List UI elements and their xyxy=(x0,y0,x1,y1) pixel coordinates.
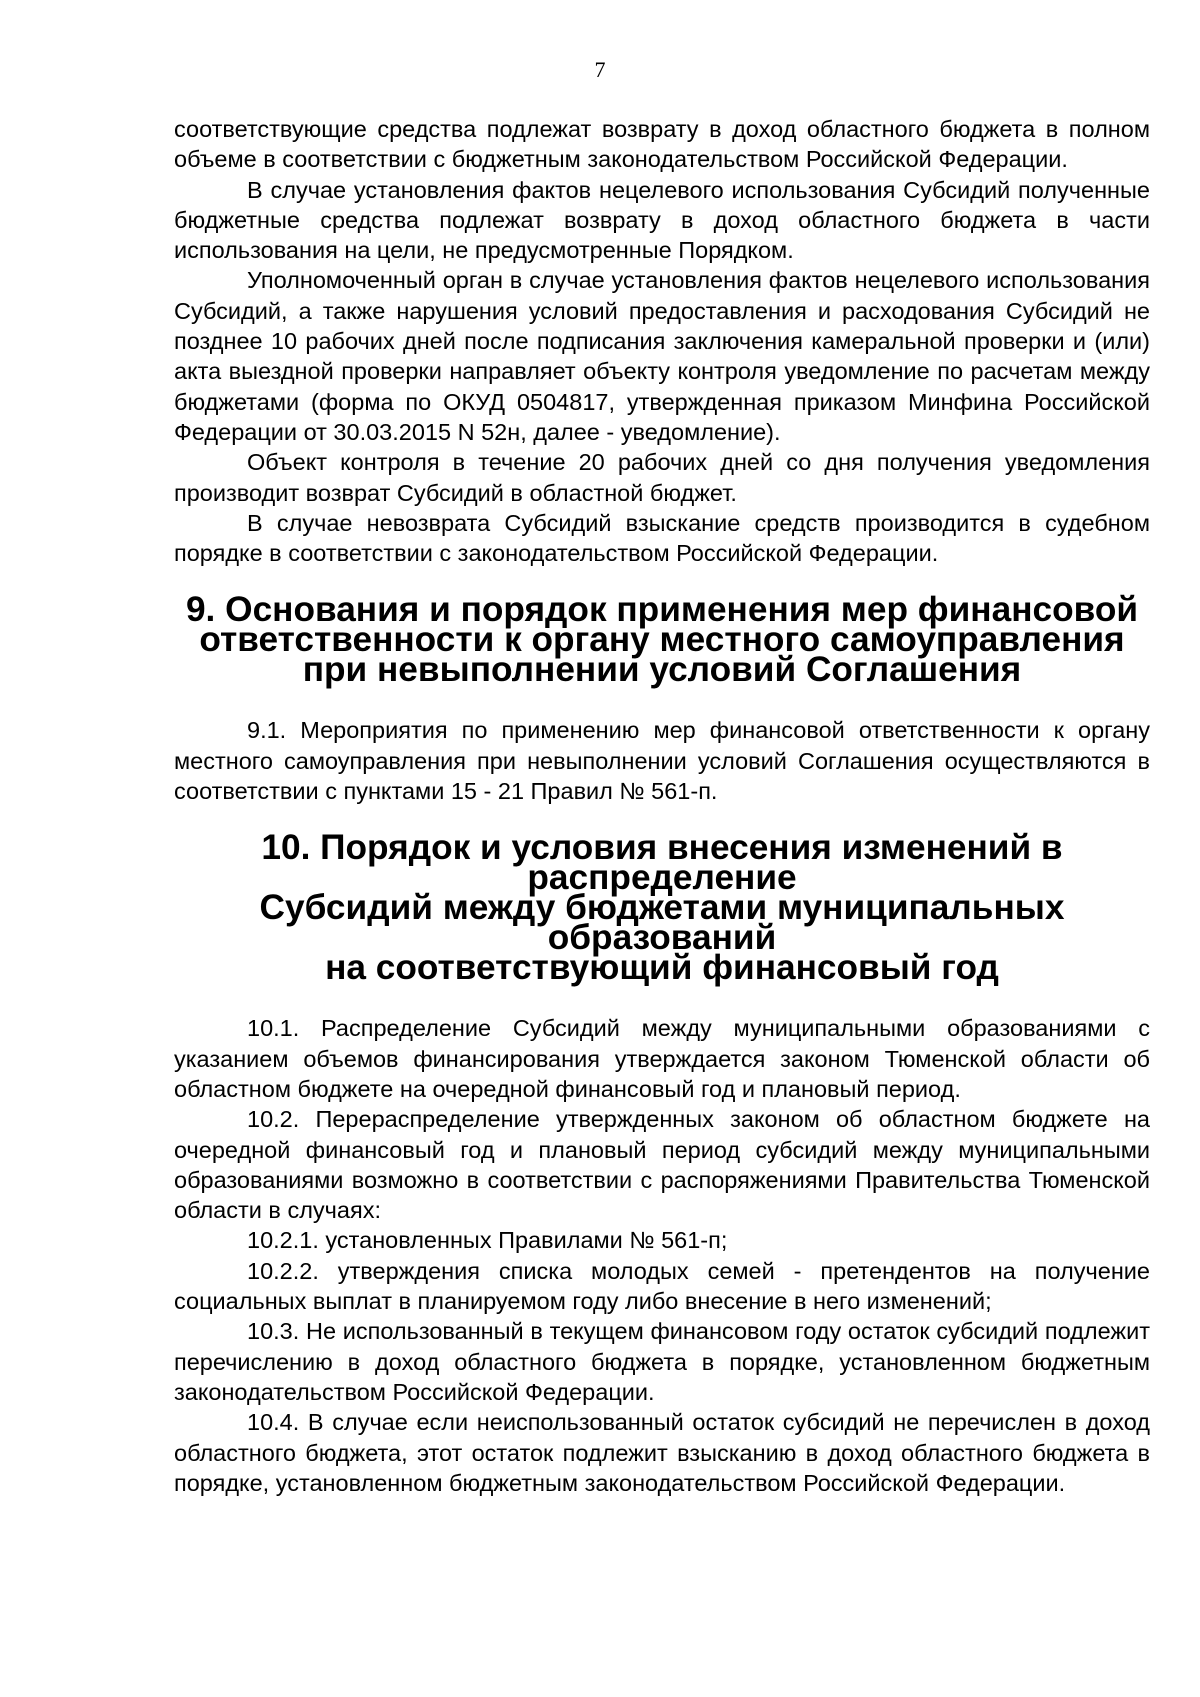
document-body xyxy=(174,114,1150,1498)
paragraph: В случае невозврата Субсидий взыскание средств производится в судебном порядке в соответствии с законодательством Российской Федерации. xyxy=(174,509,1150,567)
paragraph: Объект контроля в течение 20 рабочих дней со дня получения уведомления производит возврат Субсидий в областной бюджет. xyxy=(174,449,1150,506)
paragraph: 10.3. Не использованный в текущем финансовом году остаток субсидий подлежит перечислению в доход областного бюджета в порядке, установленном бюджетным законодательством Российской Федерации. xyxy=(174,1318,1150,1405)
heading-line: 9. Основания и порядок применения мер финансовой xyxy=(185,590,1139,630)
heading-line: Субсидий между бюджетами муниципальных образований xyxy=(259,888,1065,958)
paragraph: Уполномоченный орган в случае установления фактов нецелевого использования Субсидий, а также нарушения условий предоставления и расходования Субсидий не позднее 10 рабочих дней после подписания заключения камеральной проверки и (или) акта выездной проверки направляет объекту контроля уведомление по расчетам между бюджетами (форма по ОКУД 0504817, утвержденная приказом Минфина Российской Федерации от 30.03.2015 N 52н, далее - уведомление). xyxy=(174,267,1150,445)
paragraph: 10.2.1. установленных Правилами № 561-п; xyxy=(247,1227,728,1254)
paragraph: 10.2.2. утверждения списка молодых семей - претендентов на получение социальных выплат в планируемом году либо внесение в него изменений; xyxy=(174,1257,1150,1315)
paragraph: 10.4. В случае если неиспользованный остаток субсидий не перечислен в доход областного бюджета, этот остаток подлежит взысканию в доход областного бюджета в порядке, установленном бюджетным законодательством Российской Федерации. xyxy=(174,1409,1150,1496)
paragraph: 10.2. Перераспределение утвержденных законом об областном бюджете на очередной финансовый год и плановый период субсидий между муниципальными образованиями возможно в соответствии с распоряжениями Правительства Тюменской области в случаях: xyxy=(174,1106,1150,1224)
paragraph: 9.1. Мероприятия по применению мер финансовой ответственности к органу местного самоуправления при невыполнении условий Соглашения осуществляются в соответствии с пунктами 15 - 21 Правил № 561-п. xyxy=(174,717,1150,805)
heading-line: 10. Порядок и условия внесения изменений в распределение xyxy=(261,828,1063,898)
heading-line: при невыполнении условий Соглашения xyxy=(302,650,1022,690)
section-10-heading xyxy=(174,828,1150,988)
paragraph: соответствующие средства подлежат возврату в доход областного бюджета в полном объеме в соответствии с бюджетным законодательством Российской Федерации. xyxy=(174,116,1150,173)
page-number: 7 xyxy=(594,57,606,82)
heading-line: на соответствующий финансовый год xyxy=(325,948,999,988)
section-9-heading xyxy=(174,590,1150,690)
paragraph: В случае установления фактов нецелевого использования Субсидий полученные бюджетные средства подлежат возврату в доход областного бюджета в части использования на цели, не предусмотренные Порядком. xyxy=(174,176,1150,264)
paragraph: 10.1. Распределение Субсидий между муниципальными образованиями с указанием объемов финансирования утверждается законом Тюменской области об областном бюджете на очередной финансовый год и плановый период. xyxy=(174,1015,1150,1102)
heading-line: ответственности к органу местного самоуправления xyxy=(199,620,1125,660)
